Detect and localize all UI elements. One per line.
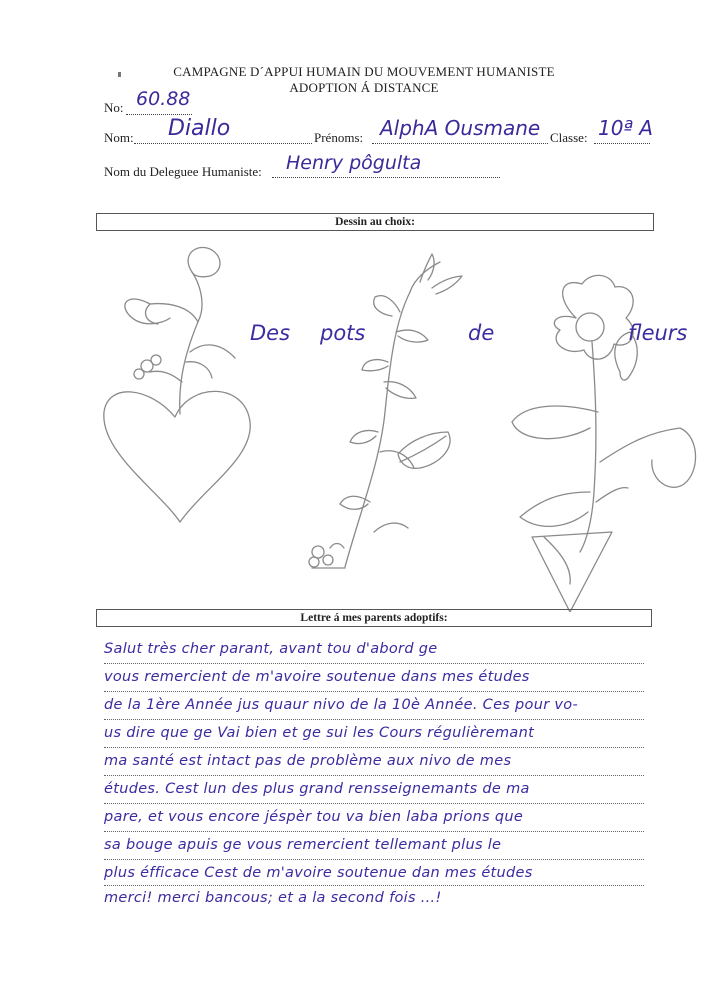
heart-pot-flower [104,247,250,522]
nom-label: Nom: [104,130,134,145]
letter-line: sa bouge apuis ge vous remercient tellemant plus le [104,837,502,853]
caption-word-2: pots [320,321,366,345]
letter-line: merci! merci bancous; et a la second fois ...! [104,890,442,906]
delegue-dotted-line [272,177,500,178]
no-value: 60.88 [136,88,191,110]
letter-line: vous remercient de m'avoire soutenue dans mes études [104,669,530,685]
flower-pots-drawing [0,232,728,612]
swirl-stem-flower [309,254,462,568]
no-label: No: [104,100,124,115]
delegue-value: Henry pôgulta [286,152,422,174]
scan-mark [118,72,121,77]
letter-rule [104,803,644,804]
letter-line: us dire que ge Vai bien et ge sui les Cours régulièremant [104,725,535,741]
letter-rule [104,775,644,776]
delegue-label: Nom du Deleguee Humaniste: [104,164,262,179]
letter-rule [104,885,644,886]
form-header-campaign: CAMPAGNE D´APPUI HUMAIN DU MOUVEMENT HUMANISTE [173,64,555,79]
letter-rule [104,691,644,692]
form-header-adoption: ADOPTION Á DISTANCE [289,80,439,95]
letter-line: ma santé est intact pas de problème aux nivo de mes [104,753,512,769]
prenoms-value: AlphA Ousmane [380,116,541,140]
no-dotted-line [126,114,192,115]
classe-label: Classe: [550,130,588,145]
letter-line: études. Cest lun des plus grand rensseignemants de ma [104,781,530,797]
letter-line: Salut très cher parant, avant tou d'abord ge [104,641,438,657]
letter-rule [104,719,644,720]
letter-rule [104,859,644,860]
letter-section-title: Lettre á mes parents adoptifs: [96,609,652,627]
letter-rule [104,831,644,832]
letter-line: plus éfficace Cest de m'avoire soutenue dan mes études [104,865,533,881]
caption-word-3: de [468,321,495,345]
classe-dotted-line [594,143,650,144]
prenoms-label: Prénoms: [314,130,364,145]
caption-word-4: fleurs [628,321,688,345]
nom-value: Diallo [168,116,231,141]
letter-line: pare, et vous encore jéspèr tou va bien laba prions que [104,809,524,825]
classe-value: 10ª A [598,116,653,140]
letter-rule [104,663,644,664]
caption-word-1: Des [250,321,291,345]
nom-dotted-line [134,143,312,144]
drawing-section-title: Dessin au choix: [96,213,654,231]
prenoms-dotted-line [372,143,548,144]
letter-line: de la 1ère Année jus quaur nivo de la 10è Année. Ces pour vo- [104,697,578,713]
letter-rule [104,747,644,748]
